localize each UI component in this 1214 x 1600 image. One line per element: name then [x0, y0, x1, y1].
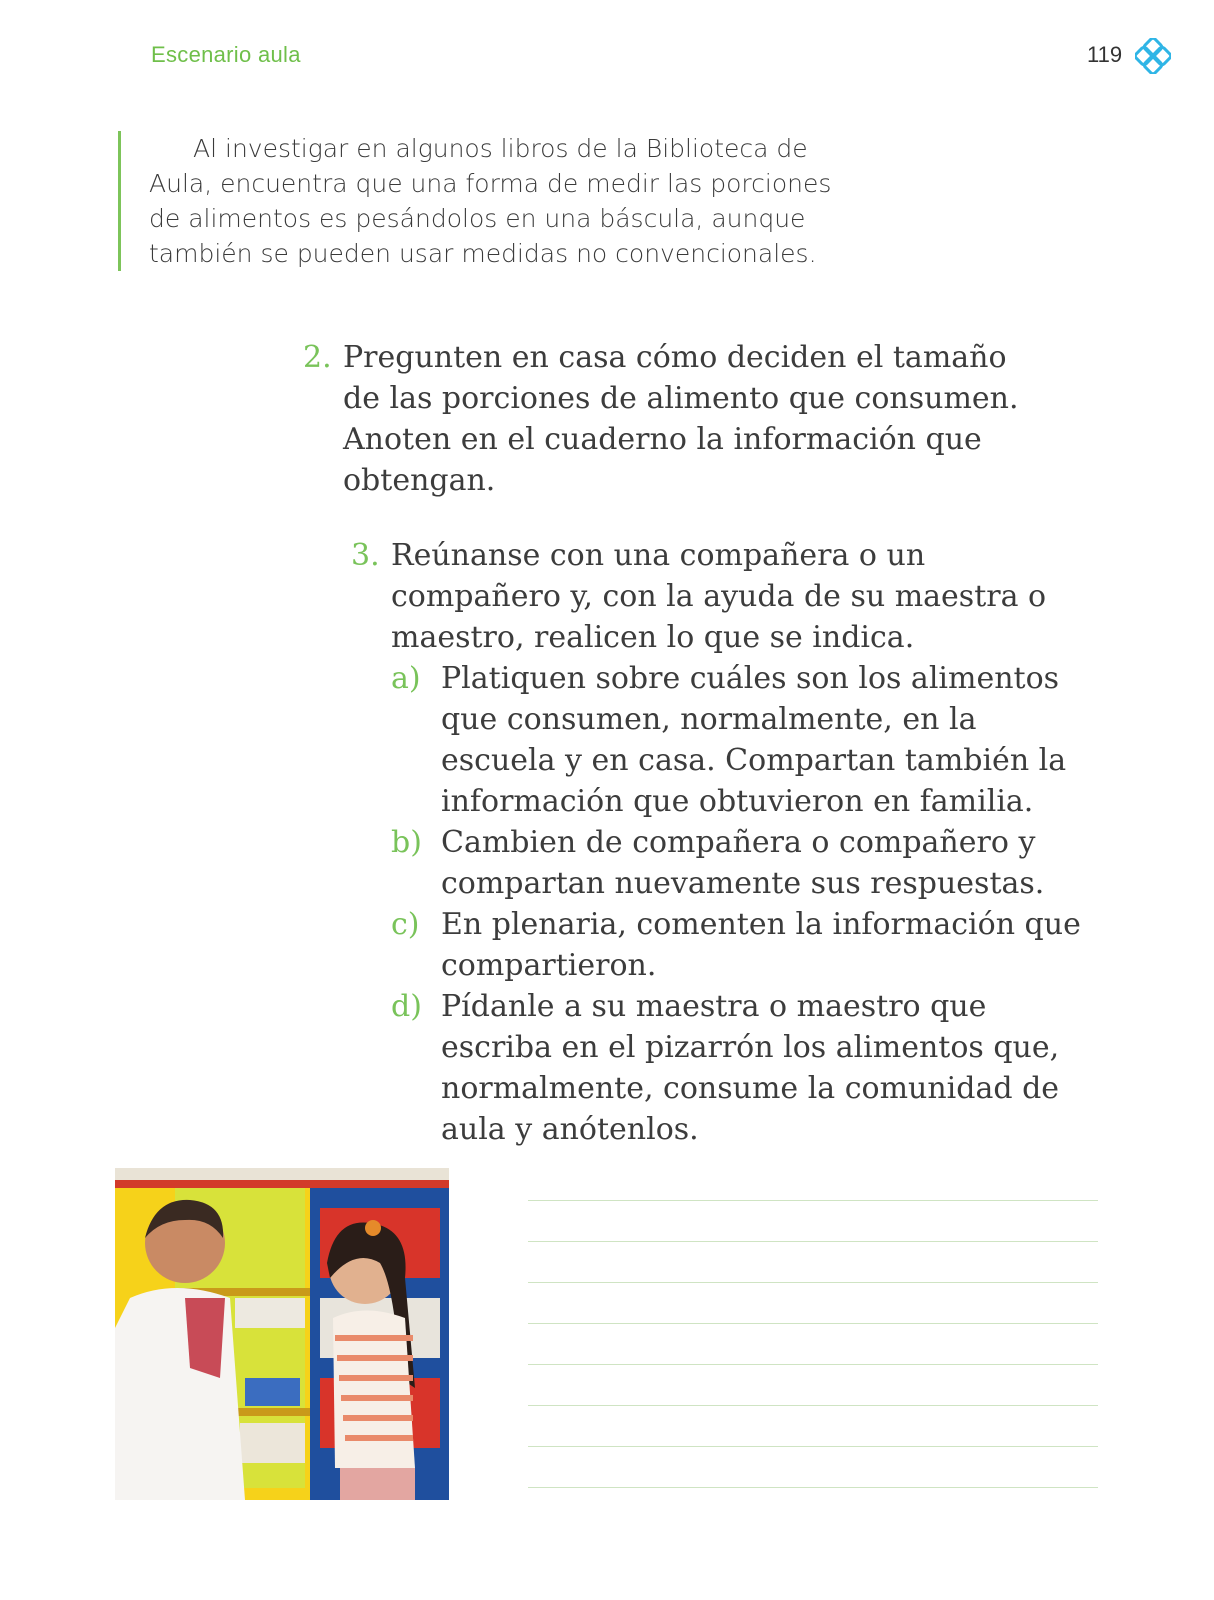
sub-item-text: En plenaria, comenten la información que compartieron.: [441, 907, 1081, 983]
activity-item-2: [303, 337, 1023, 501]
writing-lines[interactable]: [528, 1200, 1098, 1528]
sub-item-c: [391, 904, 1091, 986]
sub-item-d: [391, 986, 1091, 1150]
activity-item-3: [351, 535, 1091, 1150]
classroom-photo: [115, 1168, 449, 1500]
writing-line[interactable]: [528, 1446, 1098, 1487]
sub-item-label: c): [391, 907, 420, 942]
activity-number: 3.: [351, 538, 380, 573]
writing-line[interactable]: [528, 1200, 1098, 1241]
sub-item-b: [391, 822, 1091, 904]
page-number: 119: [1087, 42, 1123, 67]
sub-list: [391, 658, 1091, 1150]
sub-item-label: d): [391, 989, 422, 1024]
activity-text: Reúnanse con una compañera o un compañero y, con la ayuda de su maestra o maestro, realicen lo que se indica.: [391, 538, 1047, 655]
writing-line[interactable]: [528, 1323, 1098, 1364]
snowflake-emblem-icon: [1135, 38, 1171, 74]
writing-line[interactable]: [528, 1241, 1098, 1282]
sub-item-text: Pídanle a su maestra o maestro que escriba en el pizarrón los alimentos que, normalmente, consume la comunidad de aula y anótenlos.: [441, 989, 1060, 1147]
writing-line[interactable]: [528, 1282, 1098, 1323]
sub-item-a: [391, 658, 1091, 822]
activity-number: 2.: [303, 340, 332, 375]
writing-line[interactable]: [528, 1364, 1098, 1405]
writing-line[interactable]: [528, 1405, 1098, 1446]
sub-item-label: a): [391, 661, 421, 696]
section-title: Escenario aula: [151, 42, 301, 67]
writing-line[interactable]: [528, 1487, 1098, 1528]
sub-item-text: Cambien de compañera o compañero y compartan nuevamente sus respuestas.: [441, 825, 1045, 901]
sub-item-text: Platiquen sobre cuáles son los alimentos que consumen, normalmente, en la escuela y en casa. Compartan también la información que obtuvieron en familia.: [441, 661, 1067, 819]
sub-item-label: b): [391, 825, 422, 860]
children-photo-illustration: [115, 1168, 449, 1500]
activity-text: Pregunten en casa cómo deciden el tamaño de las porciones de alimento que consumen. Anoten en el cuaderno la información que obtengan.: [343, 340, 1019, 498]
intro-paragraph: Al investigar en algunos libros de la Biblioteca de Aula, encuentra que una forma de medir las porciones de alimentos es pesándolos en una báscula, aunque también se pueden usar medidas no convencionales.: [118, 131, 869, 271]
